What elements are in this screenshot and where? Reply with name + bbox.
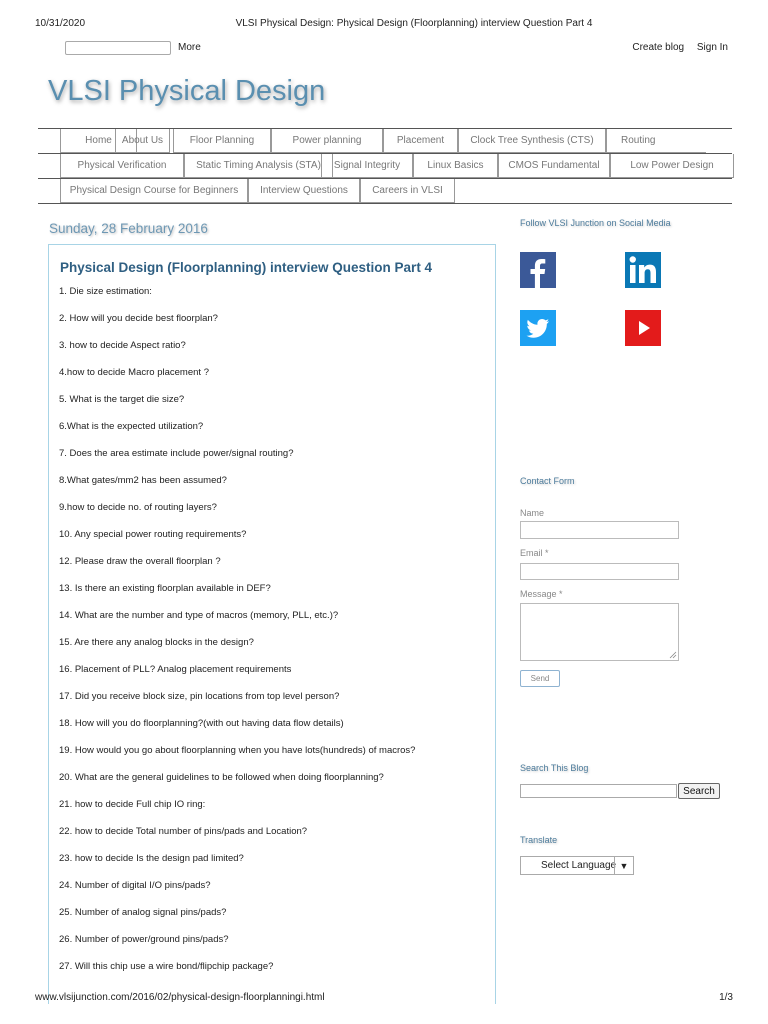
social-heading: Follow VLSI Junction on Social Media [520,218,671,228]
facebook-icon[interactable] [520,252,556,288]
page-number: 1/3 [719,992,733,1003]
translate-heading: Translate [520,835,558,845]
post-date: Sunday, 28 February 2016 [49,221,208,236]
post-title[interactable]: Physical Design (Floorplanning) interview Question Part 4 [60,260,433,275]
question-item: 25. Number of analog signal pins/pads? [59,907,227,918]
question-item: 17. Did you receive block size, pin locations from top level person? [59,691,340,702]
menu-tab-about-us[interactable]: About Us [115,129,170,153]
menu-tab-home[interactable]: Home [60,129,137,153]
menu-tab-floor-planning[interactable]: Floor Planning [173,129,271,153]
question-item: 4.how to decide Macro placement ? [59,367,209,378]
menu-tab-power-planning[interactable]: Power planning [271,129,383,153]
menu-tab-physical-design-course-for-beginners[interactable]: Physical Design Course for Beginners [60,179,248,203]
menu-tab-signal-integrity[interactable]: Signal Integrity [321,154,413,178]
menu-tab-low-power-design[interactable]: Low Power Design [610,154,734,178]
resize-handle-icon[interactable] [669,651,677,659]
question-item: 8.What gates/mm2 has been assumed? [59,475,227,486]
main-menu [38,128,732,204]
sign-in-link[interactable]: Sign In [696,42,728,53]
menu-tab-placement[interactable]: Placement [383,129,458,153]
menu-row3 [38,179,732,204]
question-item: 15. Are there any analog blocks in the design? [59,637,254,648]
question-item: 20. What are the general guidelines to be followed when doing floorplanning? [59,772,384,783]
search-button[interactable]: Search [678,783,720,799]
blog-title[interactable]: VLSI Physical Design [48,75,326,107]
question-item: 19. How would you go about floorplanning when you have lots(hundreds) of macros? [59,745,416,756]
question-item: 22. how to decide Total number of pins/pads and Location? [59,826,308,837]
question-item: 27. Will this chip use a wire bond/flipchip package? [59,961,274,972]
more-link[interactable]: More [178,42,201,53]
youtube-icon[interactable] [625,310,661,346]
question-item: 26. Number of power/ground pins/pads? [59,934,229,945]
menu-tab-routing[interactable]: Routing [606,129,706,153]
menu-row1 [38,129,732,154]
menu-tab-careers-in-vlsi[interactable]: Careers in VLSI [360,179,455,203]
menu-tab-physical-verification[interactable]: Physical Verification [60,154,184,178]
question-item: 5. What is the target die size? [59,394,185,405]
question-item: 18. How will you do floorplanning?(with out having data flow details) [59,718,344,729]
send-button[interactable]: Send [520,670,560,687]
email-label: Email * [520,548,549,558]
post-body [48,244,496,1004]
message-field[interactable] [520,603,679,661]
menu-tab-interview-questions[interactable]: Interview Questions [248,179,360,203]
create-blog-link[interactable]: Create blog [632,42,685,53]
question-item: 12. Please draw the overall floorplan ? [59,556,221,567]
message-label: Message * [520,589,563,599]
question-item: 14. What are the number and type of macros (memory, PLL, etc.)? [59,610,339,621]
menu-tab-clock-tree-synthesis-cts[interactable]: Clock Tree Synthesis (CTS) [458,129,606,153]
name-label: Name [520,508,545,518]
language-select-label: Select Language [541,860,617,871]
question-item: 7. Does the area estimate include power/signal routing? [59,448,294,459]
search-heading: Search This Blog [520,763,589,773]
question-item: 23. how to decide Is the design pad limited? [59,853,244,864]
twitter-icon[interactable] [520,310,556,346]
blog-search-input[interactable] [520,784,677,798]
navbar-search-input[interactable] [65,41,171,55]
question-item: 24. Number of digital I/O pins/pads? [59,880,211,891]
menu-divider [38,203,732,204]
print-date: 10/31/2020 [35,18,86,29]
email-field[interactable] [520,563,679,580]
question-item: 2. How will you decide best floorplan? [59,313,218,324]
print-title: VLSI Physical Design: Physical Design (Floorplanning) interview Question Part 4 [235,18,593,29]
question-item: 9.how to decide no. of routing layers? [59,502,217,513]
menu-tab-cmos-fundamental[interactable]: CMOS Fundamental [498,154,610,178]
question-item: 1. Die size estimation: [59,286,152,297]
question-item: 16. Placement of PLL? Analog placement requirements [59,664,292,675]
language-select[interactable] [520,856,634,875]
menu-tab-static-timing-analysis-sta[interactable]: Static Timing Analysis (STA) [184,154,333,178]
linkedin-icon[interactable] [625,252,661,288]
blogger-navbar [65,40,728,56]
question-item: 6.What is the expected utilization? [59,421,204,432]
page-url: www.vlsijunction.com/2016/02/physical-design-floorplanningi.html [35,992,325,1003]
contact-heading: Contact Form [520,476,575,486]
menu-row2 [38,154,732,179]
question-item: 3. how to decide Aspect ratio? [59,340,186,351]
menu-tab-linux-basics[interactable]: Linux Basics [413,154,498,178]
question-item: 10. Any special power routing requirements? [59,529,247,540]
dropdown-arrow-icon: ▼ [614,857,633,874]
name-field[interactable] [520,521,679,539]
question-item: 21. how to decide Full chip IO ring: [59,799,206,810]
question-item: 13. Is there an existing floorplan available in DEF? [59,583,271,594]
